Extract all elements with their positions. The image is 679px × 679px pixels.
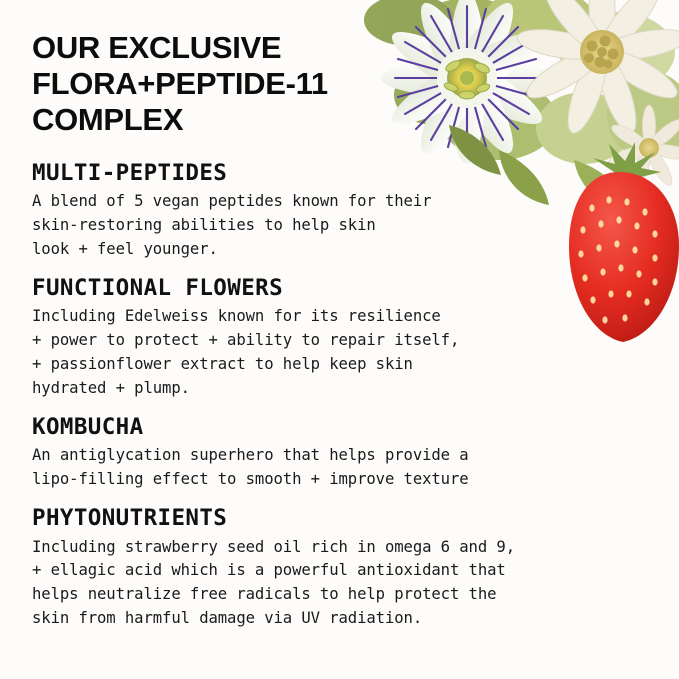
title-line-2: FLORA+PEPTIDE-11	[32, 65, 328, 101]
section-heading: FUNCTIONAL FLOWERS	[32, 274, 284, 301]
section-heading: KOMBUCHA	[32, 413, 144, 440]
section-heading: MULTI-PEPTIDES	[32, 159, 228, 186]
section-body	[32, 190, 502, 262]
body-line: skin-restoring abilities to help skin	[32, 216, 376, 235]
body-line: + ellagic acid which is a powerful antioxidant that	[32, 561, 506, 580]
body-line: Including Edelweiss known for its resilience	[32, 307, 441, 326]
body-line: + passionflower extract to help keep skin	[32, 355, 413, 374]
title-line-3: COMPLEX	[32, 101, 184, 137]
section-heading: PHYTONUTRIENTS	[32, 505, 228, 532]
body-line: hydrated + plump.	[32, 379, 190, 398]
body-line: lipo-filling effect to smooth + improve texture	[32, 470, 469, 489]
section-kombucha	[32, 414, 653, 492]
section-body	[32, 536, 653, 631]
body-line: + power to protect + ability to repair itself,	[32, 331, 460, 350]
page-title	[32, 30, 432, 138]
section-body	[32, 444, 653, 492]
body-line: helps neutralize free radicals to help protect the	[32, 585, 497, 604]
body-line: skin from harmful damage via UV radiation.	[32, 609, 423, 628]
title-line-1: OUR EXCLUSIVE	[32, 30, 282, 65]
section-phytonutrients	[32, 505, 653, 631]
body-line: An antiglycation superhero that helps provide a	[32, 446, 469, 465]
body-line: A blend of 5 vegan peptides known for their	[32, 192, 432, 211]
body-line: look + feel younger.	[32, 240, 218, 259]
section-functional-flowers	[32, 275, 653, 401]
section-multi-peptides	[32, 160, 653, 262]
section-body	[32, 305, 653, 400]
body-line: Including strawberry seed oil rich in omega 6 and 9,	[32, 537, 515, 556]
